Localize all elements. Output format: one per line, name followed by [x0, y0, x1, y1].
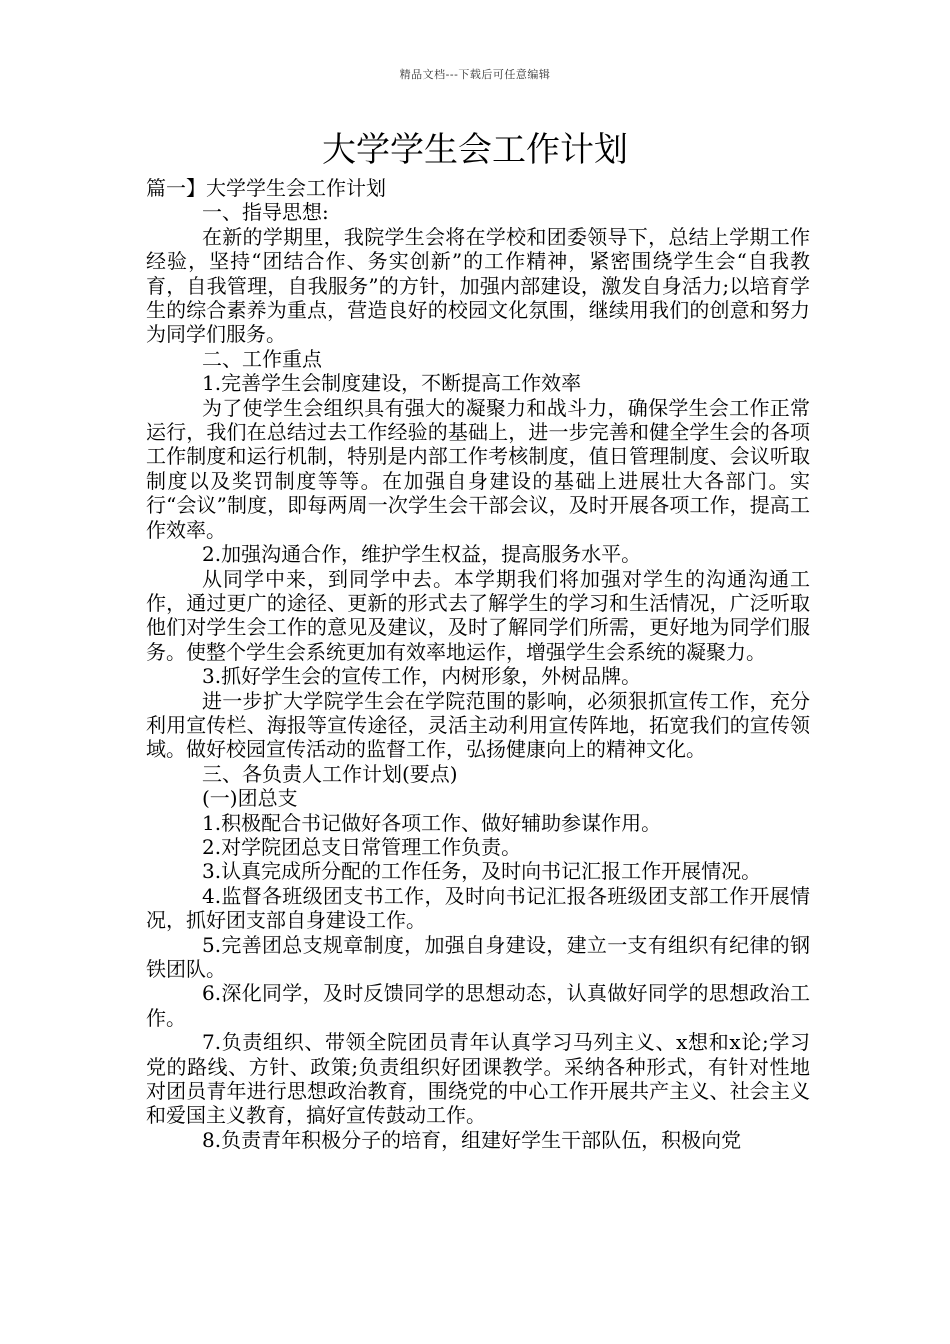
list-item-2: 2.对学院团总支日常管理工作负责。: [202, 834, 522, 859]
list-item-7: 7.负责组织、带领全院团员青年认真学习马列主义、x想和x论;学习党的路线、方针、政策;负责组织好团课教学。采纳各种形式，有针对性地对团员青年进行思想政治教育，围绕党的中心工作开展共产主义、社会主义和爱国主义教育，搞好宣传鼓动工作。: [146, 1030, 810, 1128]
heading-responsibility-plan: 三、各负责人工作计划(要点): [202, 761, 458, 786]
list-item-3: 3.认真完成所分配的工作任务，及时向书记汇报工作开展情况。: [202, 859, 762, 884]
header-note: 精品文档---下载后可任意编辑: [399, 68, 551, 81]
list-item-5: 5.完善团总支规章制度，加强自身建设，建立一支有组织有纪律的钢铁团队。: [146, 932, 810, 981]
paragraph-focus-2: 从同学中来，到同学中去。本学期我们将加强对学生的沟通沟通工作，通过更广的途径、更新的形式去了解学生的学习和生活情况，广泛听取他们对学生会工作的意见及建议，及时了解同学们所需，更好地为同学们服务。使整个学生会系统更加有效率地运作，增强学生会系统的凝聚力。: [146, 566, 810, 664]
subheading-league-branch: (一)团总支: [202, 786, 298, 811]
item-focus-2: 2.加强沟通合作，维护学生权益，提高服务水平。: [202, 542, 642, 567]
paragraph-focus-1: 为了使学生会组织具有强大的凝聚力和战斗力，确保学生会工作正常运行，我们在总结过去工作经验的基础上，进一步完善和健全学生会的各项工作制度和运行机制，特别是内部工作考核制度，值日管理制度、会议听取制度以及奖罚制度等等。在加强自身建设的基础上进展壮大各部门。实行“会议”制度，即每两周一次学生会干部会议，及时开展各项工作，提高工作效率。: [146, 395, 810, 542]
item-focus-1: 1.完善学生会制度建设，不断提高工作效率: [202, 371, 582, 396]
heading-guiding-ideology: 一、指导思想:: [202, 200, 329, 225]
paragraph-focus-3: 进一步扩大学院学生会在学院范围的影响，必须狠抓宣传工作，充分利用宣传栏、海报等宣传途径，灵活主动利用宣传阵地，拓宽我们的宣传领域。做好校园宣传活动的监督工作，弘扬健康向上的精神文化。: [146, 688, 810, 762]
list-item-8: 8.负责青年积极分子的培育，组建好学生干部队伍，积极向党: [202, 1127, 742, 1152]
heading-work-focus: 二、工作重点: [202, 346, 322, 371]
list-item-6: 6.深化同学，及时反馈同学的思想动态，认真做好同学的思想政治工作。: [146, 981, 810, 1030]
document-body: [146, 176, 810, 1152]
document-title: 大学学生会工作计划: [322, 130, 628, 170]
list-item-4: 4.监督各班级团支书工作，及时向书记汇报各班级团支部工作开展情况，抓好团支部自身建设工作。: [146, 883, 810, 933]
item-focus-3: 3.抓好学生会的宣传工作，内树形象，外树品牌。: [202, 664, 642, 689]
list-item-1: 1.积极配合书记做好各项工作、做好辅助参谋作用。: [202, 810, 662, 835]
section-heading-part-one: 篇一】大学学生会工作计划: [146, 176, 386, 200]
paragraph-guiding-ideology: 在新的学期里，我院学生会将在学校和团委领导下，总结上学期工作经验，坚持“团结合作、务实创新”的工作精神，紧密围绕学生会“自我教育，自我管理，自我服务”的方针，加强内部建设，激发自身活力;以培育学生的综合素养为重点，营造良好的校园文化氛围，继续用我们的创意和努力为同学们服务。: [146, 224, 810, 347]
